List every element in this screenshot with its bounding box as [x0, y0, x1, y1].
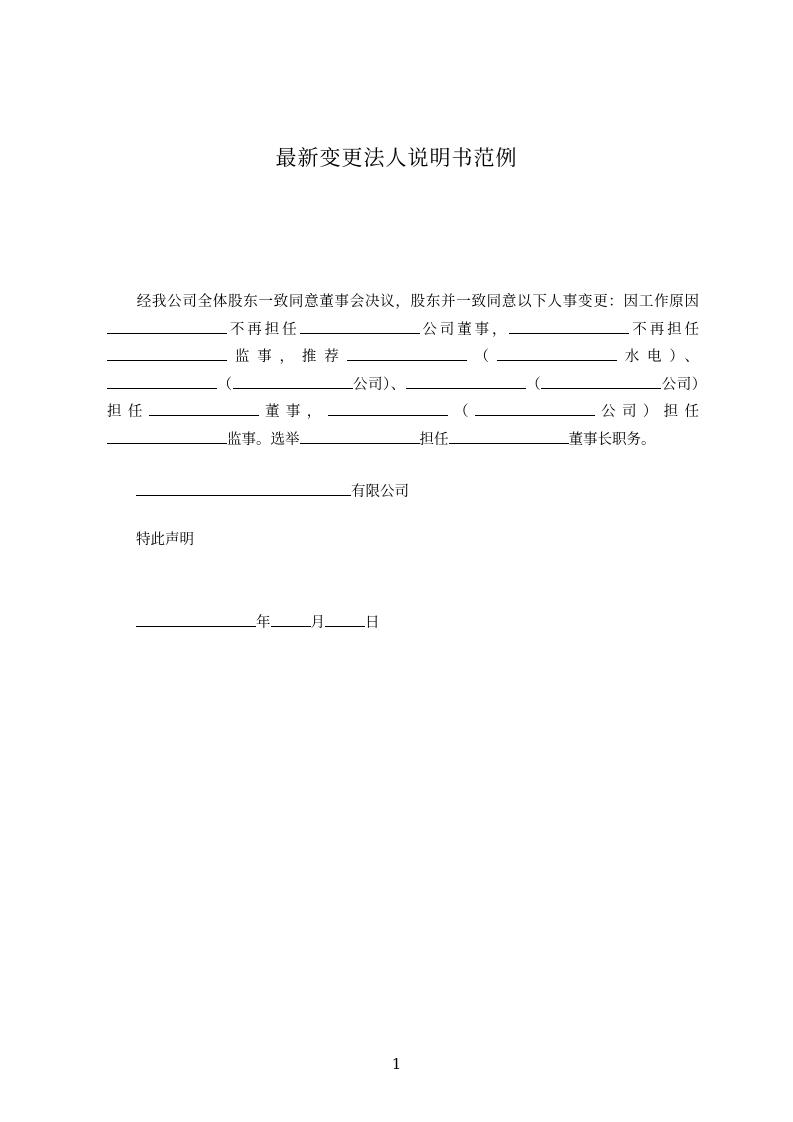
document-title: 最新变更法人说明书范例 — [275, 146, 518, 170]
month-blank[interactable] — [271, 611, 311, 627]
paragraph-text: 公司董事， — [419, 321, 510, 338]
blank-field[interactable] — [233, 372, 353, 388]
date-line — [136, 611, 380, 633]
paragraph-text: （ — [466, 349, 497, 365]
blank-field[interactable] — [509, 317, 629, 333]
blank-field[interactable] — [107, 345, 227, 361]
day-blank[interactable] — [325, 611, 365, 627]
company-name-blank[interactable] — [136, 480, 351, 496]
paragraph-text: 水电）、 — [616, 349, 700, 365]
paragraph-text: （ — [447, 404, 475, 420]
paragraph-text: 董事长职务。 — [568, 431, 656, 448]
blank-field[interactable] — [347, 345, 467, 361]
blank-field[interactable] — [107, 372, 217, 388]
paragraph-text: 公司）担任 — [107, 376, 699, 420]
blank-field[interactable] — [406, 372, 526, 388]
paragraph-text: （ — [217, 376, 233, 393]
paragraph-text: 经我公司全体股东一致同意董事会决议，股东并一致同意以下人事变更：因工作原因 — [136, 294, 699, 310]
blank-field[interactable] — [328, 400, 448, 416]
month-label: 月 — [310, 615, 325, 632]
company-line — [136, 480, 409, 502]
paragraph-text: 担任 — [419, 431, 449, 448]
blank-field[interactable] — [449, 427, 569, 443]
blank-field[interactable] — [107, 427, 227, 443]
page-number: 1 — [391, 1055, 402, 1073]
resolution-paragraph — [107, 289, 699, 454]
year-label: 年 — [256, 615, 271, 632]
paragraph-text: 公司）担任 — [594, 404, 700, 420]
blank-field[interactable] — [475, 400, 595, 416]
paragraph-text: 不再担任 — [629, 321, 700, 338]
year-blank[interactable] — [136, 611, 256, 627]
declaration: 特此声明 — [136, 532, 194, 548]
paragraph-text: 监事。选举 — [227, 431, 300, 448]
day-label: 日 — [365, 615, 380, 632]
blank-field[interactable] — [300, 317, 420, 333]
company-suffix: 有限公司 — [351, 484, 409, 501]
blank-field[interactable] — [541, 372, 661, 388]
blank-field[interactable] — [300, 427, 420, 443]
paragraph-text: 公司）、 — [352, 376, 406, 393]
paragraph-text: 不再担任 — [227, 321, 300, 338]
blank-field[interactable] — [497, 345, 617, 361]
paragraph-text: （ — [525, 376, 542, 393]
blank-field[interactable] — [149, 400, 259, 416]
paragraph-text: 董事， — [258, 404, 328, 420]
blank-field[interactable] — [107, 317, 227, 333]
paragraph-text: 监事，推荐 — [227, 349, 347, 365]
